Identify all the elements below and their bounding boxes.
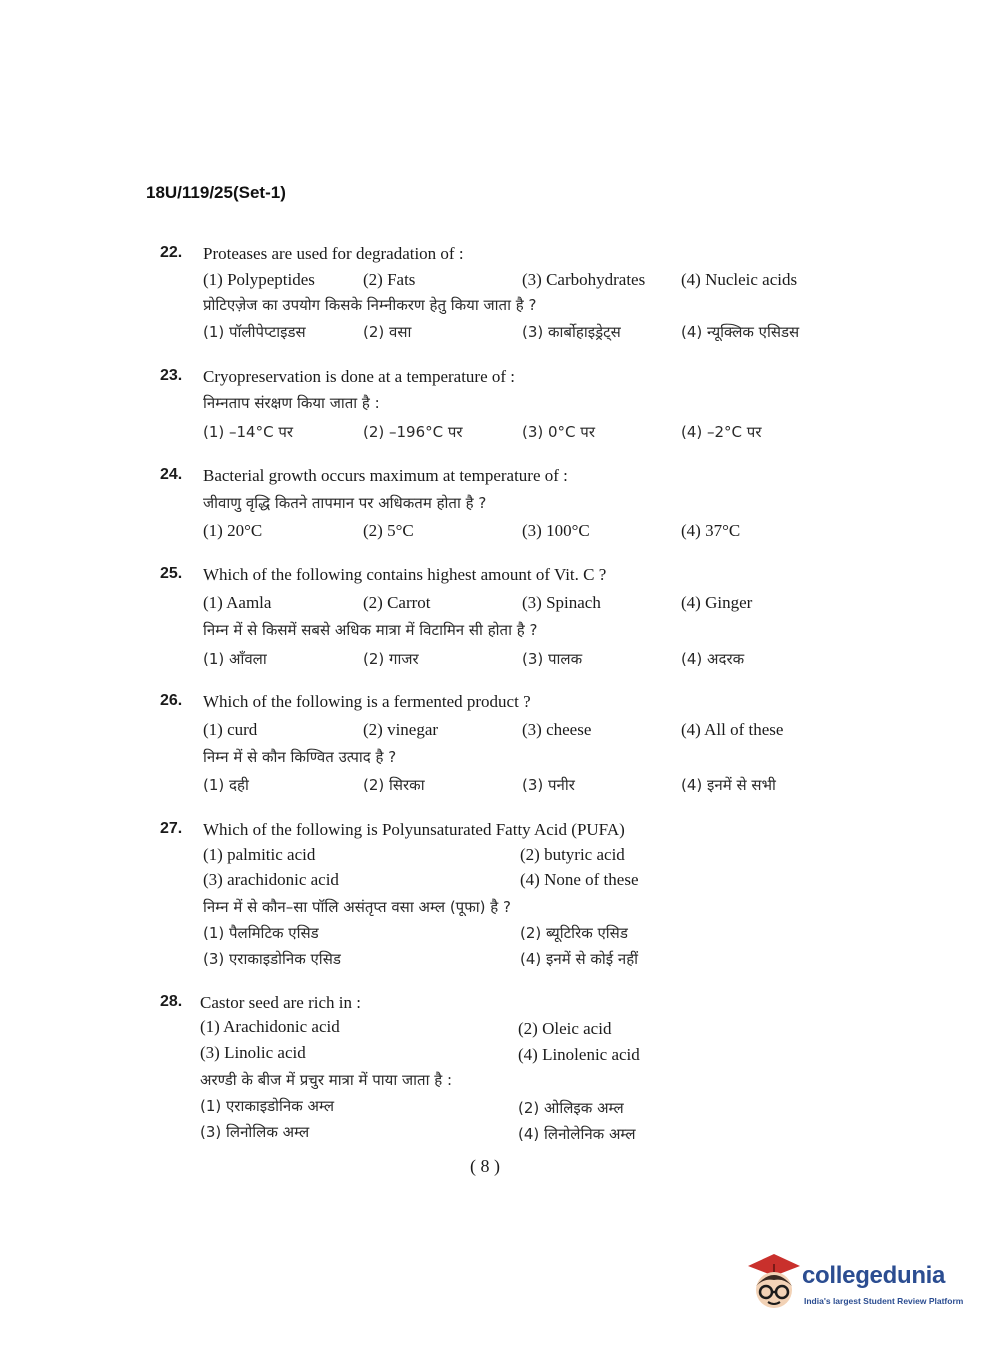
question-text-en: Which of the following is Polyunsaturated Fatty Acid (PUFA)	[203, 820, 625, 839]
option-1-hi: (1) एराकाइडोनिक अम्ल	[200, 1097, 335, 1115]
question-text-hi: जीवाणु वृद्धि कितने तापमान पर अधिकतम होता है ?	[203, 494, 487, 512]
question-text-hi: निम्न में से किसमें सबसे अधिक मात्रा में विटामिन सी होता है ?	[203, 621, 538, 639]
option-3-hi: (3) कार्बोहाइड्रेट्स	[522, 323, 621, 341]
question-text-hi: निम्न में से कौन किण्वित उत्पाद है ?	[203, 748, 397, 766]
question-text-en: Which of the following is a fermented product ?	[203, 692, 531, 711]
option-1-hi: (1) पैलमिटिक एसिड	[203, 924, 319, 942]
option-3-hi: (3) एराकाइडोनिक एसिड	[203, 950, 341, 968]
option-2-en: (2) Fats	[363, 270, 416, 289]
option-4-hi: (4) न्यूक्लिक एसिडस	[681, 323, 800, 341]
option-1-hi: (1) –14°C पर	[203, 423, 293, 441]
option-2-en: (2) vinegar	[363, 720, 439, 739]
option-3-hi: (3) 0°C पर	[522, 423, 595, 441]
option-2-hi: (2) ओलिइक अम्ल	[518, 1099, 624, 1117]
option-2-hi: (2) ब्यूटिरिक एसिड	[520, 924, 628, 942]
option-1-hi: (1) दही	[203, 776, 249, 794]
option-3-en: (3) Linolic acid	[200, 1043, 306, 1062]
option-4-hi: (4) इनमें से सभी	[681, 776, 776, 794]
option-4-en: (4) Linolenic acid	[518, 1045, 640, 1064]
question-text-en: Castor seed are rich in :	[200, 993, 361, 1012]
option-3-hi: (3) पालक	[522, 650, 583, 668]
option-3-en: (3) Carbohydrates	[522, 270, 646, 289]
option-3-en: (3) Spinach	[522, 593, 601, 612]
page-number: ( 8 )	[470, 1156, 500, 1176]
option-4-en: (4) None of these	[520, 870, 639, 889]
option-1-hi: (1) पॉलीपेप्टाइडस	[203, 323, 306, 341]
brand-name: collegedunia	[802, 1262, 946, 1289]
option-3-hi: (3) लिनोलिक अम्ल	[200, 1123, 310, 1141]
option-3-en: (3) cheese	[522, 720, 592, 739]
option-2-en: (2) butyric acid	[520, 845, 625, 864]
question-text-hi: निम्नताप संरक्षण किया जाता है :	[203, 394, 380, 412]
question-text-en: Bacterial growth occurs maximum at temperature of :	[203, 466, 568, 485]
option-4-en: (4) Nucleic acids	[681, 270, 798, 289]
option-2-hi: (2) सिरका	[363, 776, 425, 794]
question-text-hi: अरण्डी के बीज में प्रचुर मात्रा में पाया जाता है :	[200, 1071, 453, 1089]
question-text-en: Proteases are used for degradation of :	[203, 244, 464, 263]
collegedunia-watermark	[744, 1250, 974, 1314]
option-4-hi: (4) अदरक	[681, 650, 745, 668]
option-2-hi: (2) 5°C	[363, 521, 414, 540]
question-text-en: Cryopreservation is done at a temperature of :	[203, 367, 516, 386]
option-1-en: (1) Aamla	[203, 593, 272, 612]
graduate-mascot-icon	[744, 1250, 802, 1314]
option-1-en: (1) Polypeptides	[203, 270, 315, 289]
option-4-hi: (4) –2°C पर	[681, 423, 762, 441]
option-4-en: (4) All of these	[681, 720, 784, 739]
option-2-en: (2) Oleic acid	[518, 1019, 612, 1038]
paper-code: 18U/119/25(Set-1)	[146, 183, 286, 202]
option-1-en: (1) palmitic acid	[203, 845, 316, 864]
option-1-en: (1) curd	[203, 720, 258, 739]
option-3-hi: (3) 100°C	[522, 521, 590, 540]
option-4-hi: (4) इनमें से कोई नहीं	[520, 950, 639, 968]
option-2-hi: (2) गाजर	[363, 650, 419, 668]
question-text-hi: निम्न में से कौन–सा पॉलि असंतृप्त वसा अम्ल (पूफा) है ?	[203, 898, 511, 916]
question-number: 25.	[160, 565, 183, 582]
option-1-hi: (1) 20°C	[203, 521, 263, 540]
question-number: 24.	[160, 466, 183, 483]
question-number: 22.	[160, 244, 183, 261]
option-2-hi: (2) वसा	[363, 323, 412, 341]
option-4-en: (4) Ginger	[681, 593, 753, 612]
question-text-en: Which of the following contains highest amount of Vit. C ?	[203, 565, 607, 584]
question-number: 26.	[160, 692, 183, 709]
option-1-en: (1) Arachidonic acid	[200, 1017, 340, 1036]
question-number: 28.	[160, 993, 183, 1010]
question-text-hi: प्रोटिएज़ेज का उपयोग किसके निम्नीकरण हेतु किया जाता है ?	[203, 296, 537, 314]
option-2-en: (2) Carrot	[363, 593, 431, 612]
option-2-hi: (2) –196°C पर	[363, 423, 463, 441]
option-4-hi: (4) लिनोलेनिक अम्ल	[518, 1125, 636, 1143]
brand-tagline: India's largest Student Review Platform	[804, 1296, 964, 1306]
option-1-hi: (1) आँवला	[203, 650, 267, 668]
option-3-en: (3) arachidonic acid	[203, 870, 339, 889]
option-3-hi: (3) पनीर	[522, 776, 575, 794]
question-number: 27.	[160, 820, 183, 837]
option-4-hi: (4) 37°C	[681, 521, 741, 540]
question-number: 23.	[160, 367, 183, 384]
